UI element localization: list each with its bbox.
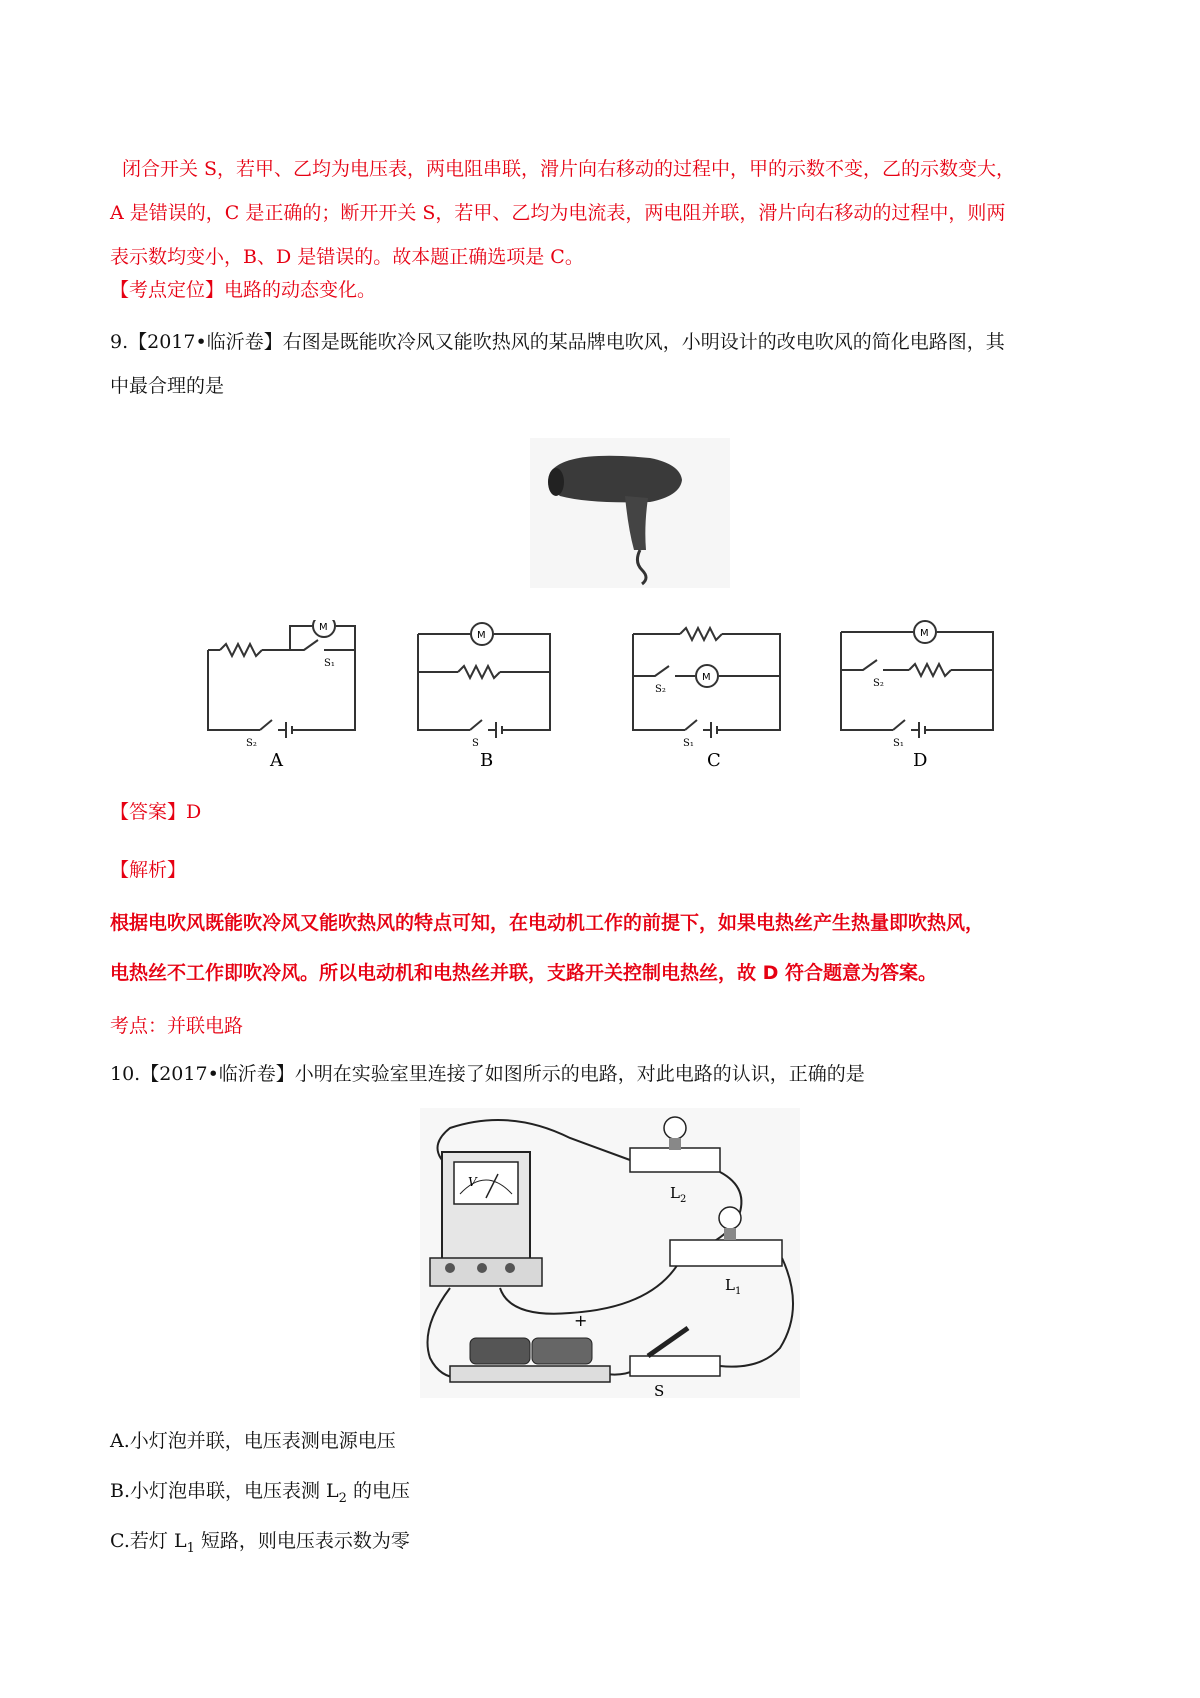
lamp-l2-bulb: [664, 1117, 686, 1139]
lamp-l2-socket: [669, 1138, 681, 1150]
switch-base: [630, 1356, 720, 1376]
explanation-paragraph: [110, 147, 1100, 279]
hair-dryer-body: [550, 456, 682, 503]
circuit-c-resistor: [680, 628, 722, 640]
circuit-b-diagram: [410, 620, 560, 770]
circuit-a-diagram: [200, 620, 370, 770]
question-9-stem: [110, 320, 1100, 408]
explanation-line-2: A 是错误的，C 是正确的；断开开关 S，若甲、乙均为电流表，两电阻并联，滑片向右移动的过程中，则两: [110, 202, 1006, 224]
battery-plus-label: +: [574, 1311, 588, 1330]
voltmeter-terminal-2: [477, 1263, 487, 1273]
circuit-a-wire-m-left: [262, 626, 312, 650]
circuit-a-wire-right: [300, 626, 355, 730]
option-b: B.小灯泡串联，电压表测 $L_2$ 的电压: [110, 1480, 410, 1506]
lamp-l1-base: [670, 1240, 782, 1266]
lab-circuit-figure: [420, 1108, 800, 1398]
circuit-b-wire-right: [494, 634, 550, 730]
voltmeter-label: V: [468, 1175, 477, 1189]
lamp-l1-socket: [724, 1228, 736, 1240]
circuit-b-label: B: [480, 750, 494, 770]
circuit-d-switch-s2: [841, 660, 877, 670]
lamp-l2-base: [630, 1148, 720, 1172]
circuit-a-switch-s1: [290, 640, 318, 650]
circuit-d-motor-label: M: [920, 628, 929, 639]
circuit-d-s2-label: S₂: [873, 678, 884, 689]
circuit-b-resistor: [458, 666, 500, 678]
lamp-l1-bulb: [719, 1207, 741, 1229]
analysis-paragraph: [110, 898, 1100, 998]
kaodian: 考点：并联电路: [110, 1015, 244, 1037]
battery-cell-1: [470, 1338, 530, 1364]
circuit-b-s-label: S: [472, 738, 479, 749]
hair-dryer-image: [530, 438, 730, 588]
circuit-c-motor-label: M: [702, 672, 711, 683]
circuit-a-motor-label: M: [319, 622, 328, 633]
voltmeter-terminal-1: [445, 1263, 455, 1273]
explanation-line-1: 闭合开关 S，若甲、乙均为电压表，两电阻串联，滑片向右移动的过程中，甲的示数不变，乙的示数变大，: [122, 158, 1016, 180]
circuit-d-label: D: [913, 750, 928, 770]
circuit-d-wire-right: [933, 632, 993, 730]
circuit-c-switch-s2: [633, 666, 669, 676]
kaodian-dingwei: 【考点定位】电路的动态变化。: [110, 279, 377, 301]
analysis-line-1: 根据电吹风既能吹冷风又能吹热风的特点可知，在电动机工作的前提下，如果电热丝产生热量即吹热风，: [110, 912, 985, 934]
switch-label: S: [654, 1382, 665, 1398]
circuit-d-resistor: [909, 664, 951, 676]
analysis-heading: 【解析】: [110, 859, 187, 881]
lamp-l1-label: $L_1$: [725, 1276, 742, 1297]
circuit-c-s1-label: S₁: [683, 738, 694, 749]
circuit-a-s2-label: S₂: [246, 738, 257, 749]
circuit-a-wire-left: [208, 650, 260, 730]
option-c: C.若灯 $L_1$ 短路，则电压表示数为零: [110, 1530, 410, 1556]
question-9-line-2: 中最合理的是: [110, 375, 225, 397]
battery-base: [450, 1366, 610, 1382]
circuit-a-switch-s2: [260, 720, 272, 730]
circuit-c-label: C: [707, 750, 721, 770]
circuit-b-motor-label: M: [477, 630, 486, 641]
voltmeter: [430, 1152, 542, 1286]
voltmeter-base: [430, 1258, 542, 1286]
circuit-c-wire-left: [633, 634, 685, 730]
circuit-d-switch-s1: [893, 720, 905, 730]
circuit-c-switch-s1: [685, 720, 697, 730]
option-a: A.小灯泡并联，电压表测电源电压: [110, 1430, 396, 1452]
analysis-line-2: 电热丝不工作即吹冷风。所以电动机和电热丝并联，支路开关控制电热丝，故 D 符合题意为答案。: [110, 962, 938, 984]
circuit-d-diagram: [833, 620, 1003, 770]
question-9-answer: 【答案】D: [110, 801, 202, 823]
circuit-b-wire-left: [418, 634, 470, 730]
explanation-line-3: 表示数均变小，B、D 是错误的。故本题正确选项是 C。: [110, 246, 584, 268]
question-10-stem: 10.【2017•临沂卷】小明在实验室里连接了如图所示的电路，对此电路的认识，正确的是: [110, 1063, 865, 1085]
circuit-c-s2-label: S₂: [655, 684, 666, 695]
circuit-c-wire-right: [722, 634, 780, 730]
circuit-d-wire-left: [841, 632, 893, 730]
battery-cell-2: [532, 1338, 592, 1364]
circuit-a-s1-label: S₁: [324, 658, 335, 669]
hair-dryer-nozzle: [548, 468, 564, 496]
circuit-c-diagram: [625, 620, 790, 770]
lamp-l2-label: $L_2$: [670, 1184, 687, 1205]
circuit-a-resistor: [220, 644, 262, 656]
circuit-b-switch: [470, 720, 482, 730]
question-9-line-1: 9.【2017•临沂卷】右图是既能吹冷风又能吹热风的某品牌电吹风，小明设计的改电吹风的简化电路图，其: [110, 331, 1005, 353]
circuit-a-label: A: [270, 750, 283, 770]
voltmeter-terminal-3: [505, 1263, 515, 1273]
circuit-d-s1-label: S₁: [893, 738, 904, 749]
